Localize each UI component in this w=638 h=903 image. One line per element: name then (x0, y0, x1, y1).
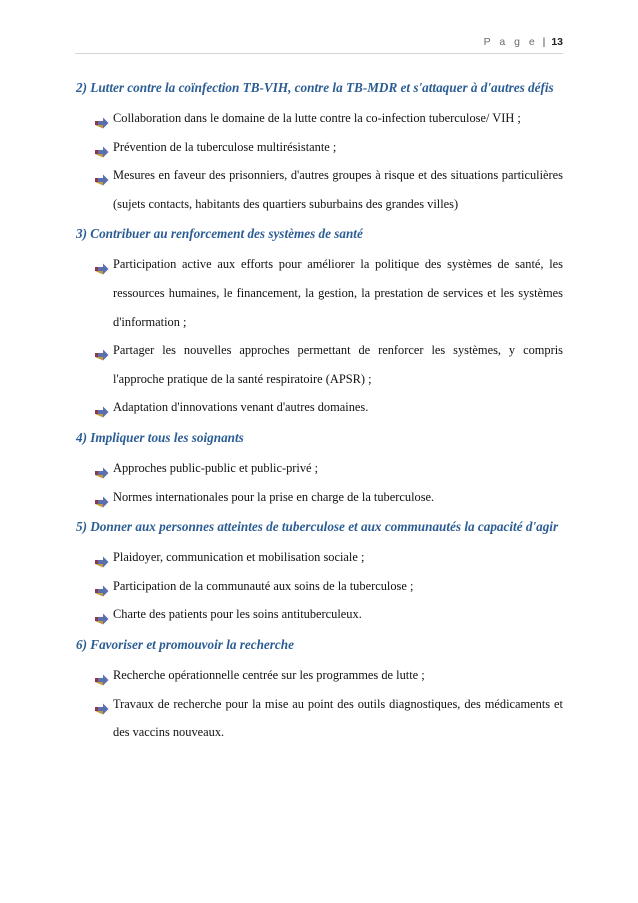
list-item: Collaboration dans le domaine de la lutte contre la co-infection tuberculose/ VIH ; (76, 104, 563, 133)
list-item: Prévention de la tuberculose multirésistante ; (76, 133, 563, 162)
list-item: Participation de la communauté aux soins de la tuberculose ; (76, 572, 563, 601)
list-item: Participation active aux efforts pour améliorer la politique des systèmes de santé, les ressources humaines, le financement, la gestion, la prestation de services et les systèmes d'information ; (76, 250, 563, 336)
page-separator: | (542, 36, 546, 48)
arrow-bullet-icon (95, 257, 109, 269)
section-list-3 (76, 250, 563, 422)
list-item: Partager les nouvelles approches permettant de renforcer les systèmes, y compris l'approche pratique de la santé respiratoire (APSR) ; (76, 336, 563, 393)
arrow-bullet-icon (95, 579, 109, 591)
arrow-bullet-icon (95, 490, 109, 502)
arrow-bullet-icon (95, 607, 109, 619)
arrow-bullet-icon (95, 343, 109, 355)
header-divider (75, 53, 563, 54)
arrow-bullet-icon (95, 668, 109, 680)
section-list-5 (76, 543, 563, 629)
arrow-bullet-icon (95, 400, 109, 412)
arrow-bullet-icon (95, 550, 109, 562)
list-item: Mesures en faveur des prisonniers, d'autres groupes à risque et des situations particulières (sujets contacts, habitants des quartiers suburbains des grandes villes) (76, 161, 563, 218)
arrow-bullet-icon (95, 168, 109, 180)
section-heading-4: 4) Impliquer tous les soignants (76, 429, 244, 445)
list-item: Recherche opérationnelle centrée sur les programmes de lutte ; (76, 661, 563, 690)
section-list-2 (76, 104, 563, 218)
document-body (76, 72, 563, 747)
list-item: Plaidoyer, communication et mobilisation sociale ; (76, 543, 563, 572)
arrow-bullet-icon (95, 140, 109, 152)
section-list-6 (76, 661, 563, 747)
page-label: P a g e (483, 36, 538, 48)
list-item: Approches public-public et public-privé ; (76, 454, 563, 483)
list-item: Normes internationales pour la prise en charge de la tuberculose. (76, 483, 563, 512)
section-heading-3: 3) Contribuer au renforcement des systèmes de santé (76, 226, 363, 242)
page-number: 13 (551, 36, 563, 48)
arrow-bullet-icon (95, 697, 109, 709)
arrow-bullet-icon (95, 461, 109, 473)
list-item: Adaptation d'innovations venant d'autres domaines. (76, 393, 563, 422)
arrow-bullet-icon (95, 111, 109, 123)
section-heading-2: 2) Lutter contre la coïnfection TB-VIH, contre la TB-MDR et s'attaquer à d'autres défis (76, 80, 554, 95)
section-list-4 (76, 454, 563, 511)
section-heading-5: 5) Donner aux personnes atteintes de tuberculose et aux communautés la capacité d'agir (76, 519, 559, 535)
list-item: Travaux de recherche pour la mise au point des outils diagnostiques, des médicaments et des vaccins nouveaux. (76, 690, 563, 747)
section-heading-6: 6) Favoriser et promouvoir la recherche (76, 636, 294, 652)
list-item: Charte des patients pour les soins antituberculeux. (76, 600, 563, 629)
page-header (484, 36, 563, 48)
